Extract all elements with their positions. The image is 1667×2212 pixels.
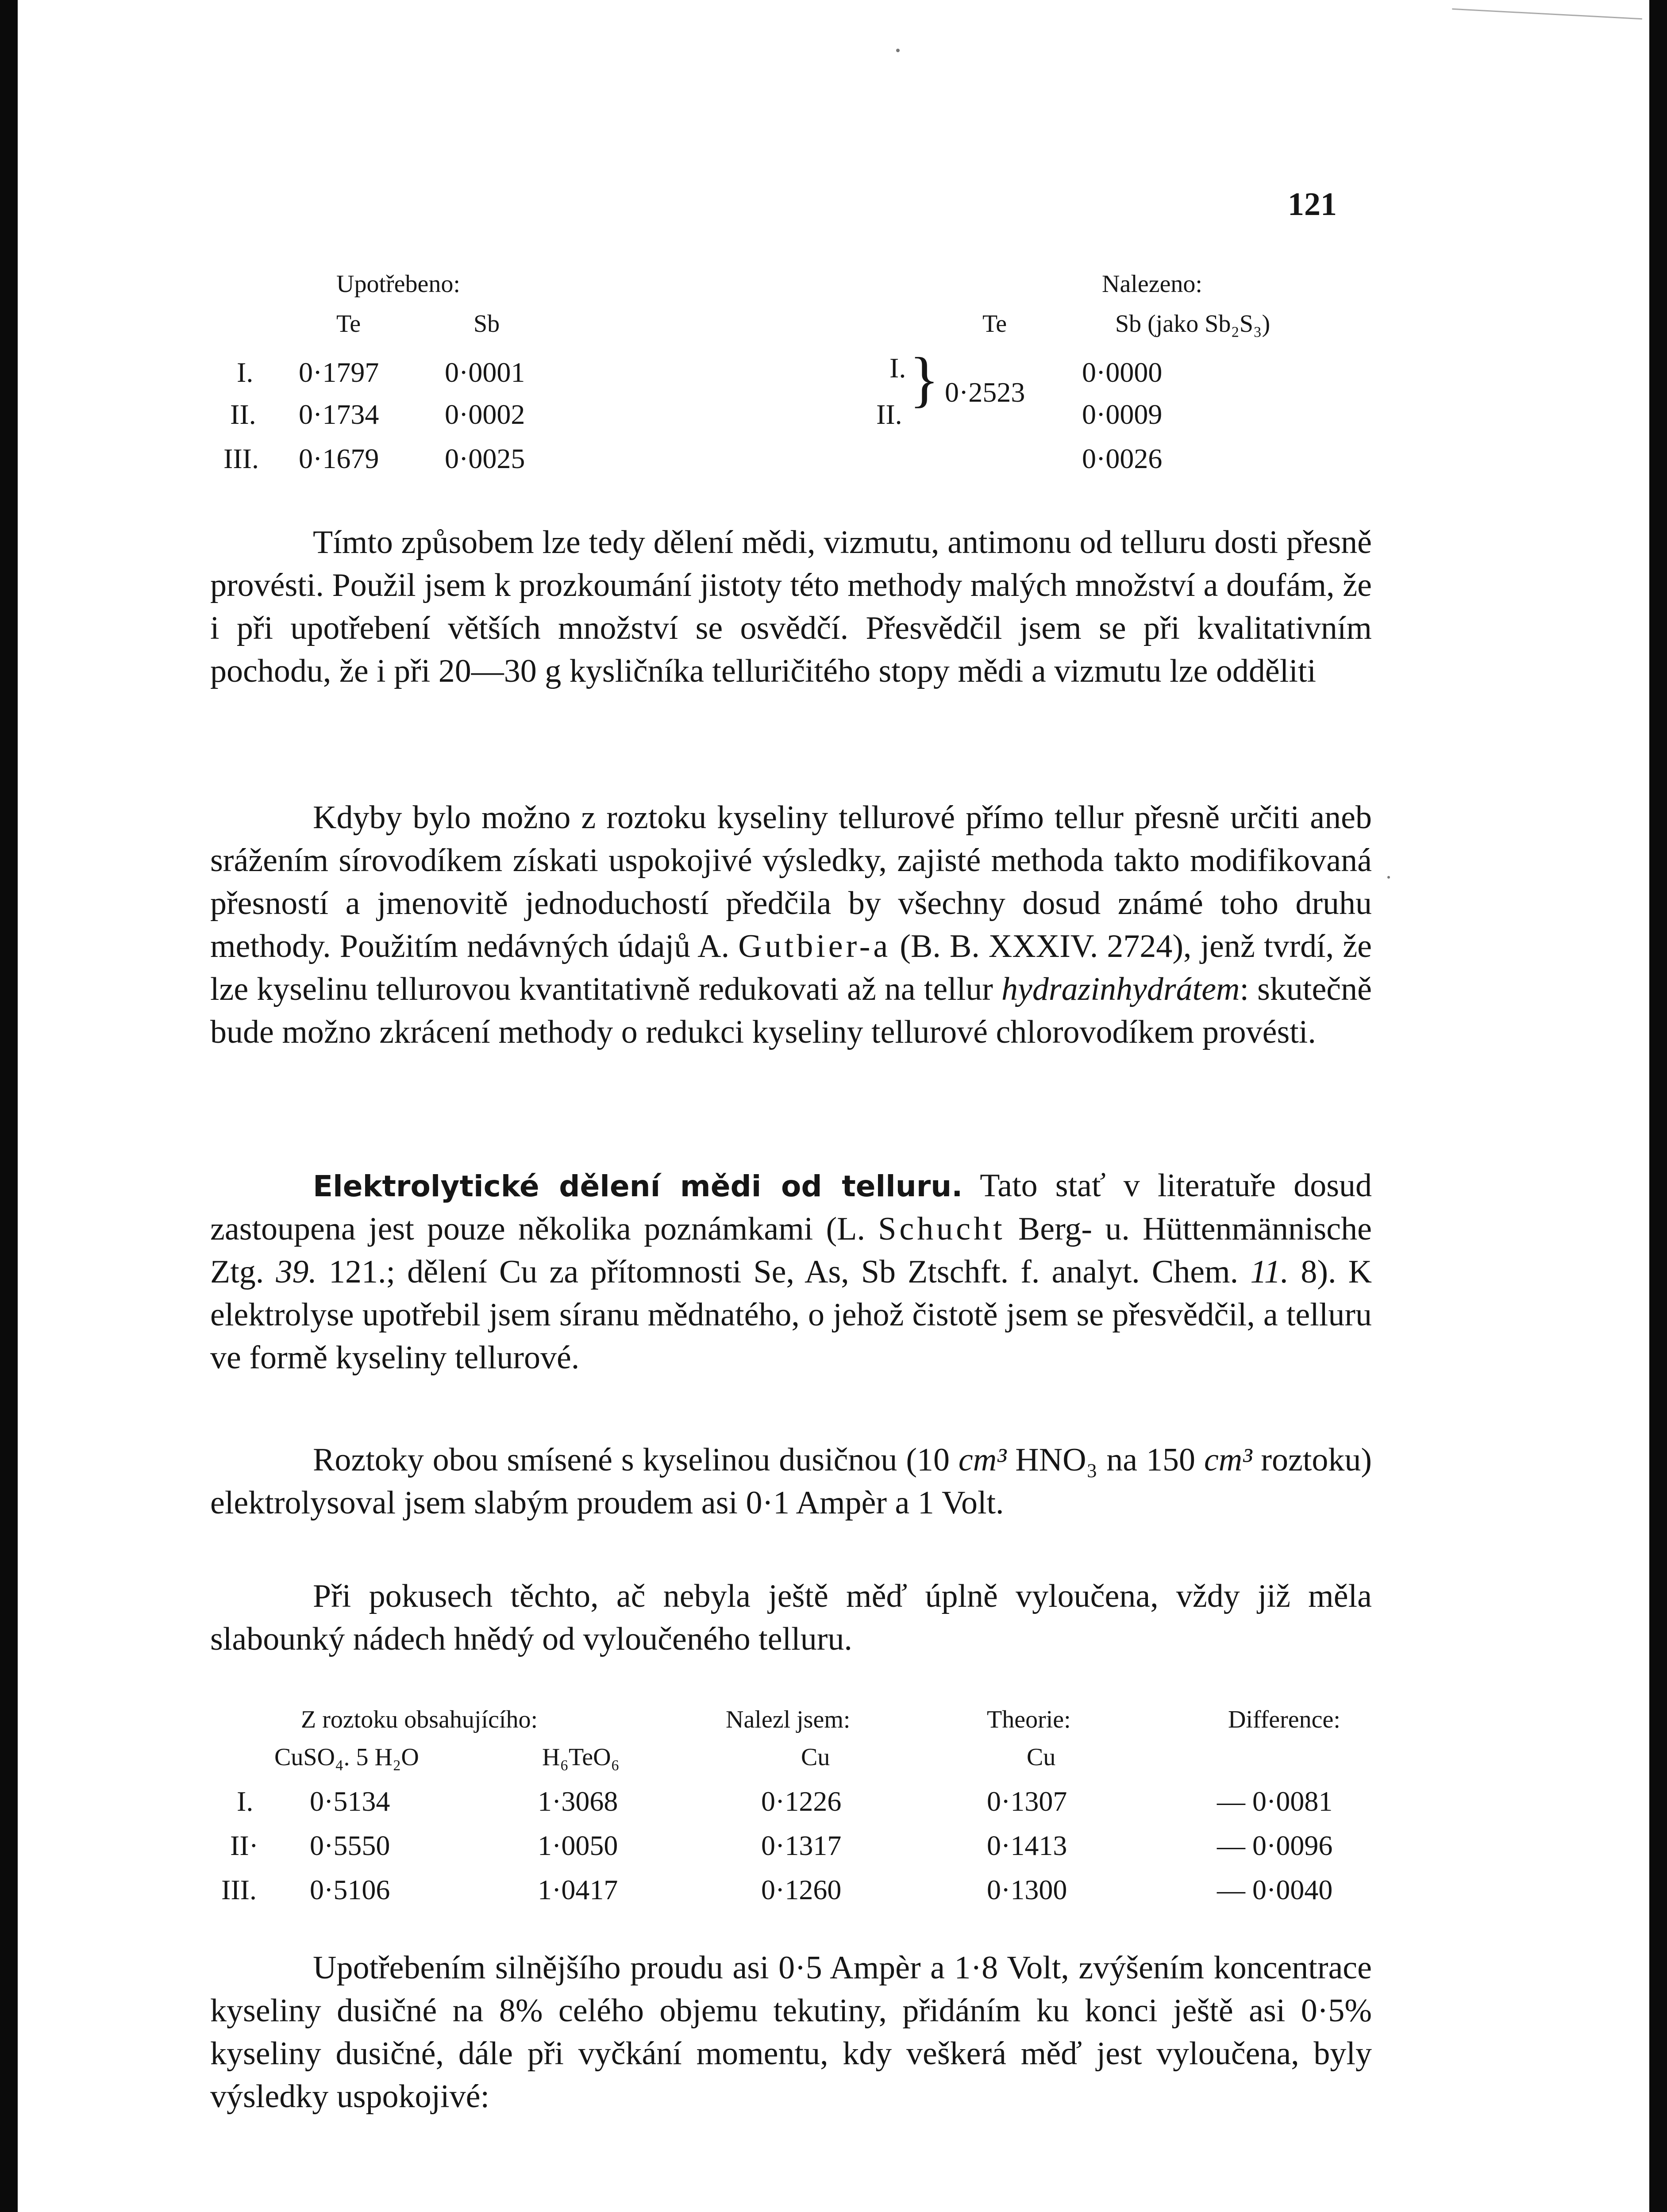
- found-sb-value: 0·0009: [1082, 399, 1163, 430]
- found-value: 0·1226: [761, 1786, 842, 1817]
- paragraph-text: (B. B. XXXIV. 2724), jenž tvrdí, že lze kyselinu tellurovou kvantitativně redukovati až na tellur: [210, 928, 1372, 1007]
- paragraph-text: Upotřebením silnějšího proudu asi 0·5 Ampèr a 1·8 Volt, zvýšením koncentrace kyseliny dusičné na 8% celého objemu tekutiny, přidáním ku konci ještě asi 0·5% kyseliny dusičné, dále při vyčkání momentu, kdy veškerá měď jest vyloučena, byly výsledky uspokojivé:: [210, 1950, 1372, 2115]
- sub-cuso4: CuSO₄. 5 H₂O: [274, 1743, 419, 1771]
- sub-cu: Cu: [1027, 1743, 1056, 1771]
- te-value: 0·1734: [299, 399, 379, 430]
- col-found-header: Nalezl jsem:: [726, 1706, 851, 1733]
- h6teo6-value: 1·0050: [538, 1830, 618, 1861]
- paragraph-text: Roztoky obou smísené s kyselinou dusičnou (10: [313, 1442, 950, 1478]
- sb-value: 0·0025: [445, 443, 525, 474]
- paragraph-text: Berg- u. Hüttenmännische Ztg.: [210, 1211, 1372, 1290]
- merged-te-value: 0·2523: [945, 376, 1025, 408]
- merged-row-label: II.: [876, 399, 902, 430]
- paragraph: [210, 1947, 1372, 2118]
- sub-cu: Cu: [801, 1743, 830, 1771]
- te-value: 0·1797: [299, 357, 379, 388]
- curly-brace-icon: }: [909, 345, 939, 414]
- found-value: 0·1317: [761, 1830, 842, 1861]
- paragraph-text: Při pokusech těchto, ač nebyla ještě měď úplně vyloučena, vždy již měla slabounký nádech hnědý od vyloučeného telluru.: [210, 1578, 1372, 1657]
- paragraph: [210, 1164, 1372, 1379]
- volume-number: 11.: [1250, 1254, 1289, 1290]
- col-theory-header: Theorie:: [987, 1706, 1071, 1733]
- scan-border-right: [1649, 0, 1667, 2212]
- theory-value: 0·1300: [987, 1874, 1067, 1905]
- unit: cm³: [1204, 1442, 1252, 1478]
- sb-value: 0·0001: [445, 357, 525, 388]
- diff-value: — 0·0096: [1217, 1830, 1333, 1861]
- row-label: II.: [230, 399, 256, 430]
- col-diff-header: Difference:: [1228, 1706, 1340, 1733]
- paragraph: [210, 521, 1372, 693]
- col-sb-used: Sb: [474, 310, 500, 338]
- row-label: III.: [223, 443, 259, 474]
- section-heading: Elektrolytické dělení mědi od telluru.: [313, 1169, 963, 1203]
- scan-border-left: [0, 0, 18, 2212]
- theory-value: 0·1413: [987, 1830, 1067, 1861]
- paragraph: [210, 1575, 1372, 1661]
- paragraph-text: Kdyby bylo možno z roztoku kyseliny tellurové přímo tellur přesně určiti aneb srážením sírovodíkem získati uspokojivé výsledky, zajisté methoda takto modifikovaná přesností a jmenovitě jednoduchostí předčila by všechny dosud známé toho druhu methody. Použitím nedávných údajů A.: [210, 799, 1372, 964]
- found-value: 0·1260: [761, 1874, 842, 1905]
- cuso4-value: 0·5550: [310, 1830, 390, 1861]
- volume-number: 39.: [276, 1254, 317, 1290]
- col-solution-header: Z roztoku obsahujícího:: [301, 1706, 538, 1733]
- row-label: III.: [221, 1874, 257, 1905]
- paragraph: [210, 1439, 1372, 1525]
- author-name: Gutbier-a: [738, 928, 891, 964]
- paragraph-text: HNO₃ na 150: [1015, 1442, 1196, 1478]
- sub-h6teo6: H₆TeO₆: [542, 1743, 620, 1771]
- paragraph-text: roztoku) elektrolysoval jsem slabým proudem asi 0·1 Ampèr a 1 Volt.: [210, 1442, 1372, 1521]
- col-te-used: Te: [336, 310, 361, 338]
- italic-term: hydrazinhydrátem: [1001, 971, 1240, 1007]
- row-label: I.: [237, 1786, 254, 1817]
- cuso4-value: 0·5106: [310, 1874, 390, 1905]
- paragraph-text: 8). K elektrolyse upotřebil jsem síranu mědnatého, o jehož čistotě jsem se přesvědčil, a telluru ve formě kyseliny tellurové.: [210, 1254, 1372, 1376]
- diff-value: — 0·0040: [1217, 1874, 1333, 1905]
- found-header: Nalezeno:: [1102, 270, 1202, 298]
- author-name: Schucht: [878, 1211, 1005, 1247]
- te-value: 0·1679: [299, 443, 379, 474]
- h6teo6-value: 1·0417: [538, 1874, 618, 1905]
- unit: cm³: [958, 1442, 1007, 1478]
- merged-row-label: I.: [889, 352, 906, 384]
- found-sb-value: 0·0000: [1082, 357, 1163, 388]
- theory-value: 0·1307: [987, 1786, 1067, 1817]
- scan-corner-mark: [1451, 8, 1642, 37]
- used-header: Upotřebeno:: [336, 270, 460, 298]
- sb-value: 0·0002: [445, 399, 525, 430]
- h6teo6-value: 1·3068: [538, 1786, 618, 1817]
- paragraph-text: : skutečně bude možno zkrácení methody o redukci kyseliny tellurové chlorovodíkem provésti.: [210, 971, 1372, 1050]
- paragraph-text: 121.; dělení Cu za přítomnosti Se, As, Sb Ztschft. f. analyt. Chem.: [328, 1254, 1239, 1290]
- cuso4-value: 0·5134: [310, 1786, 390, 1817]
- found-sb-value: 0·0026: [1082, 443, 1163, 474]
- paragraph: [210, 796, 1372, 1054]
- scan-speck: [1387, 876, 1390, 879]
- col-te-found: Te: [982, 310, 1007, 338]
- paragraph-text: Tato stať v literatuře dosud zastoupena jest pouze několika poznámkami (L.: [210, 1167, 1372, 1247]
- row-label: I.: [237, 357, 254, 388]
- col-sb-found: Sb (jako Sb₂S₃): [1115, 310, 1270, 338]
- scan-speck: [896, 49, 900, 52]
- row-label: II·: [230, 1830, 258, 1861]
- page-number: 121: [1288, 186, 1337, 223]
- paragraph-text: Tímto způsobem lze tedy dělení mědi, vizmutu, antimonu od telluru dosti přesně provésti. Použil jsem k prozkoumání jistoty této methody malých množství a doufám, že i při upotřebení větších množství se osvědčí. Přesvědčil jsem se při kvalitativním pochodu, že i při 20—30 g kysličníka telluričitého stopy mědi a vizmutu lze odděliti: [210, 524, 1372, 689]
- diff-value: — 0·0081: [1217, 1786, 1333, 1817]
